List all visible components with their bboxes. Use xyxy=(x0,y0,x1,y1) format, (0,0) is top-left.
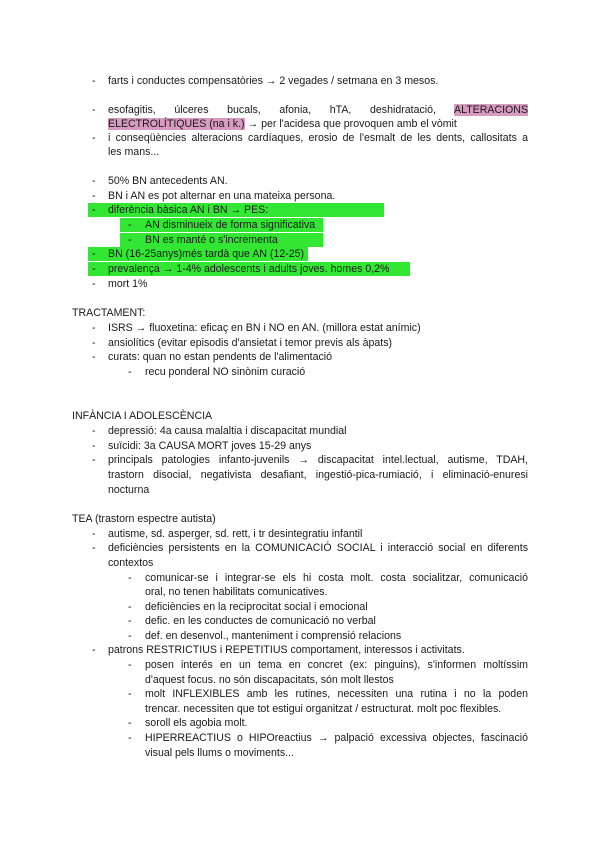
text-line: i conseqüències alteracions cardíaques, erosio de l'esmalt de les dents, callositats a xyxy=(108,132,528,144)
bullet-dash: - xyxy=(128,572,132,584)
text-line: HIPERREACTIUS o HIPOreactius → palpació excessiva objectes, fascinació xyxy=(145,732,528,744)
bullet-dash: - xyxy=(92,104,96,116)
text-line: posen interés en un tema en concret (ex: pinguins), s'informen moltíssim xyxy=(145,659,528,671)
bullet-dash: - xyxy=(92,132,96,144)
text-line: ansiolítics (evitar episodis d'ansietat i temor previs als àpats) xyxy=(108,337,393,349)
text-line: d'aquest focus. no són discapacitats, són molt llestos xyxy=(145,674,394,686)
bullet-dash: - xyxy=(92,351,96,363)
text-line: deficiències persistents en la COMUNICACIÓ SOCIAL i interacció social en diferents xyxy=(108,542,528,554)
text-line: oral, no tenen habilitats comunicatives. xyxy=(145,586,328,598)
bullet-dash: - xyxy=(92,322,96,334)
bullet-dash: - xyxy=(92,248,96,260)
bullet-dash: - xyxy=(92,454,96,466)
section-heading: TEA (trastorn espectre autista) xyxy=(72,513,216,525)
bullet-dash: - xyxy=(92,204,96,216)
text-line: recu ponderal NO sinònim curació xyxy=(145,366,306,378)
text-line: 50% BN antecedents AN. xyxy=(108,175,228,187)
text-line: curats: quan no estan pendents de l'alimentació xyxy=(108,351,333,363)
bullet-dash: - xyxy=(128,630,132,642)
text-line: trastorn disocial, negativista desafiant, ingestió-pica-rumiació, i eliminació-enuresi xyxy=(108,469,528,481)
bullet-dash: - xyxy=(92,175,96,187)
text-line: mort 1% xyxy=(108,278,148,290)
text-line: trencar. necessiten que tot estigui organitzat / estructurat. molt poc flexibles. xyxy=(145,703,502,715)
text-line: diferència bàsica AN i BN → PES: xyxy=(108,204,269,216)
bullet-dash: - xyxy=(92,75,96,87)
bullet-dash: - xyxy=(128,688,132,700)
bullet-dash: - xyxy=(92,542,96,554)
bullet-dash: - xyxy=(92,337,96,349)
bullet-dash: - xyxy=(128,717,132,729)
bullet-dash: - xyxy=(128,219,132,231)
text-line: AN disminueix de forma significativa xyxy=(145,219,316,231)
text-line: BN i AN es pot alternar en una mateixa persona. xyxy=(108,190,336,202)
section-heading: INFÀNCIA I ADOLESCÈNCIA xyxy=(72,410,213,422)
highlight-pink: ELECTROLÍTIQUES (na i k.) xyxy=(108,118,245,130)
text-line: comunicar-se i integrar-se els hi costa molt. costa socialitzar, comunicació xyxy=(145,572,528,584)
bullet-dash: - xyxy=(128,366,132,378)
text-line: farts i conductes compensatòries → 2 vegades / setmana en 3 mesos. xyxy=(108,75,439,87)
text-line: contextos xyxy=(108,557,154,569)
text-line: patrons RESTRICTIUS i REPETITIUS comportament, interessos i activitats. xyxy=(108,644,465,656)
text-line: visual pels llums o moviments... xyxy=(145,747,294,759)
text-line: autisme, sd. asperger, sd. rett, i tr desintegratiu infantil xyxy=(108,528,363,540)
bullet-dash: - xyxy=(92,440,96,452)
text-line: prevalença → 1-4% adolescents i adults joves. homes 0,2% xyxy=(108,263,390,275)
bullet-dash: - xyxy=(92,528,96,540)
text-line: defic. en les conductes de comunicació no verbal xyxy=(145,615,376,627)
section-heading: TRACTAMENT: xyxy=(72,307,146,319)
text-line: principals patologies infanto-juvenils → discapacitat intel.lectual, autisme, TDAH, xyxy=(108,454,528,466)
text-line: ELECTROLÍTIQUES (na i k.) → per l'acidesa que provoquen amb el vòmit xyxy=(108,118,457,130)
bullet-dash: - xyxy=(92,190,96,202)
text-line: ISRS → fluoxetina: eficaç en BN i NO en AN. (millora estat anímic) xyxy=(108,322,421,334)
text-line: molt INFLEXIBLES amb les rutines, necessiten una rutina i no la poden xyxy=(145,688,528,700)
text-line: les mans... xyxy=(108,146,160,158)
text-line: BN es manté o s'incrementa xyxy=(145,234,278,246)
bullet-dash: - xyxy=(128,659,132,671)
text-line: BN (16-25anys)més tardà que AN (12-25) xyxy=(108,248,305,260)
bullet-dash: - xyxy=(128,732,132,744)
text-line: soroll els agobia molt. xyxy=(145,717,248,729)
text-line: nocturna xyxy=(108,484,150,496)
text-line: deficiències en la reciprocitat social i emocional xyxy=(145,601,368,613)
text-line: esofagitis, úlceres bucals, afonia, hTA, deshidratació, ALTERACIONS xyxy=(108,104,529,116)
bullet-dash: - xyxy=(92,263,96,275)
bullet-dash: - xyxy=(92,644,96,656)
text-line: depressió: 4a causa malaltia i discapacitat mundial xyxy=(108,425,347,437)
text-line: suïcidi: 3a CAUSA MORT joves 15-29 anys xyxy=(108,440,312,452)
bullet-dash: - xyxy=(128,615,132,627)
bullet-dash: - xyxy=(128,601,132,613)
bullet-dash: - xyxy=(128,234,132,246)
bullet-dash: - xyxy=(92,425,96,437)
bullet-dash: - xyxy=(92,278,96,290)
highlight-pink: ALTERACIONS xyxy=(454,104,529,116)
text-line: def. en desenvol., manteniment i comprensió relacions xyxy=(145,630,402,642)
